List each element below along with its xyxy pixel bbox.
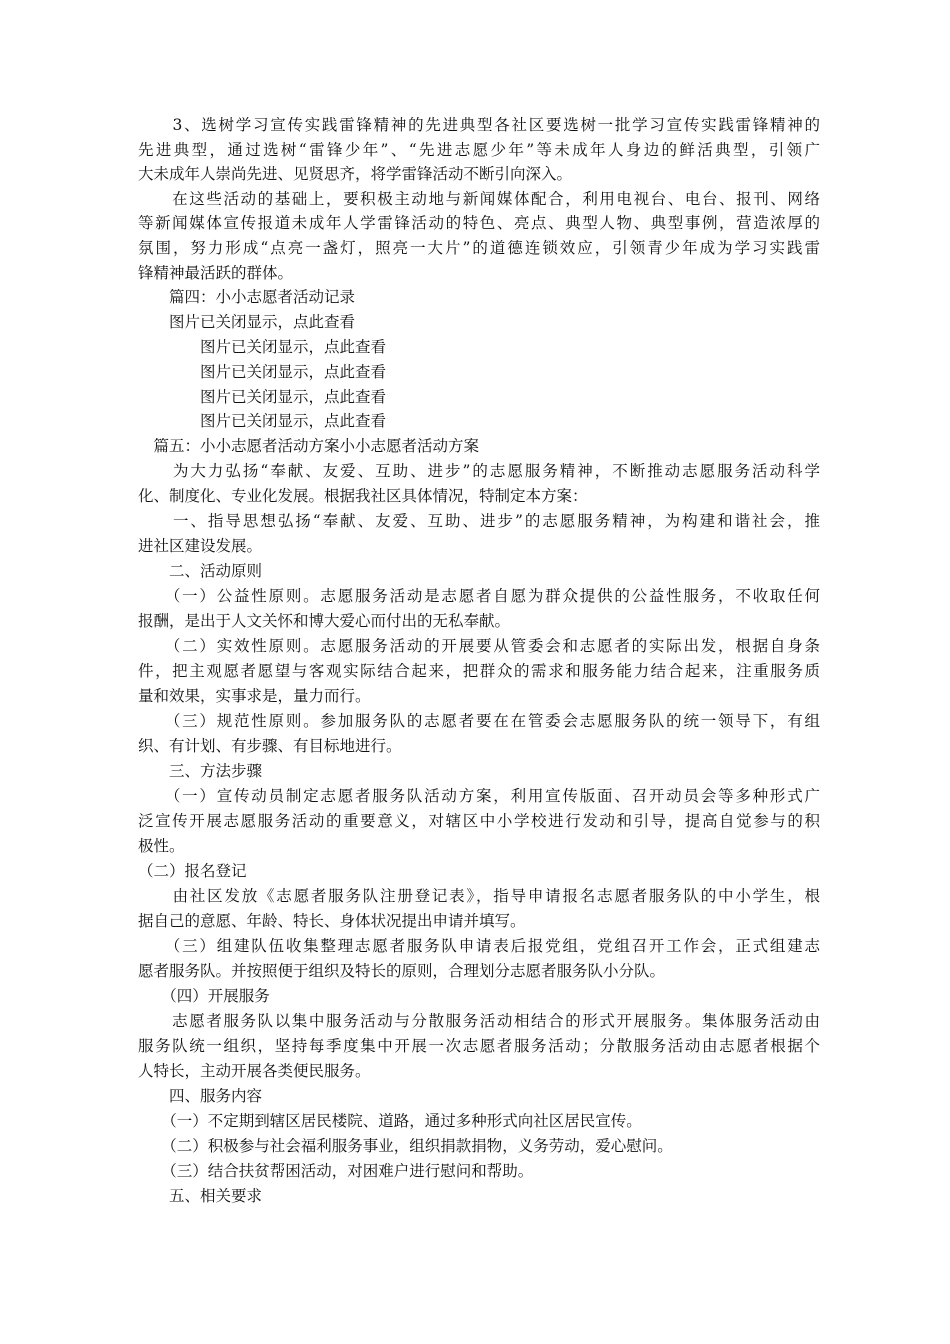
subheading: 五、相关要求 [138, 1187, 263, 1205]
text-line: 极性。 [138, 837, 185, 855]
text-line: 锋精神最活跃的群体。 [138, 264, 294, 282]
text-line: 服务队统一组织，坚持每季度集中开展一次志愿者服务活动；分散服务活动由志愿者根据个 [138, 1037, 820, 1055]
text-line: 大未成年人崇尚先进、见贤思齐，将学雷锋活动不断引向深入。 [138, 165, 573, 183]
text-line: （一）宣传动员制定志愿者服务队活动方案，利用宣传版面、召开动员会等多种形式广 [138, 787, 820, 805]
text-line: 泛宣传开展志愿服务活动的重要意义，对辖区中小学校进行发动和引导，提高自觉参与的积 [138, 812, 820, 830]
image-placeholder-link[interactable]: 图片已关闭显示，点此查看 [138, 412, 387, 430]
text-line: 为大力弘扬“奉献、友爱、互助、进步”的志愿服务精神，不断推动志愿服务活动科学 [138, 462, 820, 480]
text-line: （三）结合扶贫帮困活动，对困难户进行慰问和帮助。 [138, 1162, 534, 1180]
text-line: 量和效果，实事求是，量力而行。 [138, 687, 371, 705]
text-line: 3、选树学习宣传实践雷锋精神的先进典型各社区要选树一批学习宣传实践雷锋精神的 [138, 116, 820, 134]
text-line: （二）积极参与社会福利服务事业，组织捐款捐物，义务劳动，爱心慰问。 [138, 1137, 673, 1155]
text-line: （一）不定期到辖区居民楼院、道路，通过多种形式向社区居民宣传。 [138, 1112, 642, 1130]
image-placeholder-link[interactable]: 图片已关闭显示，点此查看 [138, 363, 387, 381]
text-line: 愿者服务队。并按照便于组织及特长的原则，合理划分志愿者服务队小分队。 [138, 962, 666, 980]
text-line: 报酬，是出于人文关怀和博大爱心而付出的无私奉献。 [138, 612, 511, 630]
text-line: 志愿者服务队以集中服务活动与分散服务活动相结合的形式开展服务。集体服务活动由 [138, 1012, 820, 1030]
text-line: 一、指导思想弘扬“奉献、友爱、互助、进步”的志愿服务精神，为构建和谐社会，推 [138, 512, 820, 530]
image-placeholder-link[interactable]: 图片已关闭显示，点此查看 [138, 388, 387, 406]
text-line: 进社区建设发展。 [138, 537, 263, 555]
text-line: 人特长，主动开展各类便民服务。 [138, 1062, 371, 1080]
text-line: 化、制度化、专业化发展。根据我社区具体情况，特制定本方案： [138, 487, 588, 505]
text-line: 氛围，努力形成“点亮一盏灯，照亮一大片”的道德连锁效应，引领青少年成为学习实践雷 [138, 239, 820, 257]
text-line: 织、有计划、有步骤、有目标地进行。 [138, 737, 402, 755]
text-line: 在这些活动的基础上，要积极主动地与新闻媒体配合，利用电视台、电台、报刊、网络 [138, 190, 820, 208]
section-heading: 篇五：小小志愿者活动方案小小志愿者活动方案 [138, 437, 480, 455]
section-heading: 篇四：小小志愿者活动记录 [138, 288, 356, 306]
text-line: 据自己的意愿、年龄、特长、身体状况提出申请并填写。 [138, 912, 526, 930]
text-line: 由社区发放《志愿者服务队注册登记表》，指导申请报名志愿者服务队的中小学生，根 [138, 887, 820, 905]
text-line: （二）实效性原则。志愿服务活动的开展要从管委会和志愿者的实际出发，根据自身条 [138, 637, 820, 655]
text-line: （三）组建队伍收集整理志愿者服务队申请表后报党组，党组召开工作会，正式组建志 [138, 937, 820, 955]
image-placeholder-link[interactable]: 图片已关闭显示，点此查看 [138, 313, 356, 331]
subheading: （四）开展服务 [138, 987, 270, 1005]
text-line: 件，把主观愿者愿望与客观实际结合起来，把群众的需求和服务能力结合起来，注重服务质 [138, 662, 820, 680]
text-line: 先进典型，通过选树“雷锋少年”、“先进志愿少年”等未成年人身边的鲜活典型，引领广 [138, 141, 820, 159]
image-placeholder-link[interactable]: 图片已关闭显示，点此查看 [138, 338, 387, 356]
subheading: 二、活动原则 [138, 562, 263, 580]
text-line: （三）规范性原则。参加服务队的志愿者要在在管委会志愿服务队的统一领导下，有组 [138, 712, 820, 730]
subheading: 四、服务内容 [138, 1087, 263, 1105]
subheading: （二）报名登记 [138, 862, 247, 880]
subheading: 三、方法步骤 [138, 762, 263, 780]
text-line: 等新闻媒体宣传报道未成年人学雷锋活动的特色、亮点、典型人物、典型事例，营造浓厚的 [138, 214, 820, 232]
text-line: （一）公益性原则。志愿服务活动是志愿者自愿为群众提供的公益性服务，不收取任何 [138, 587, 820, 605]
